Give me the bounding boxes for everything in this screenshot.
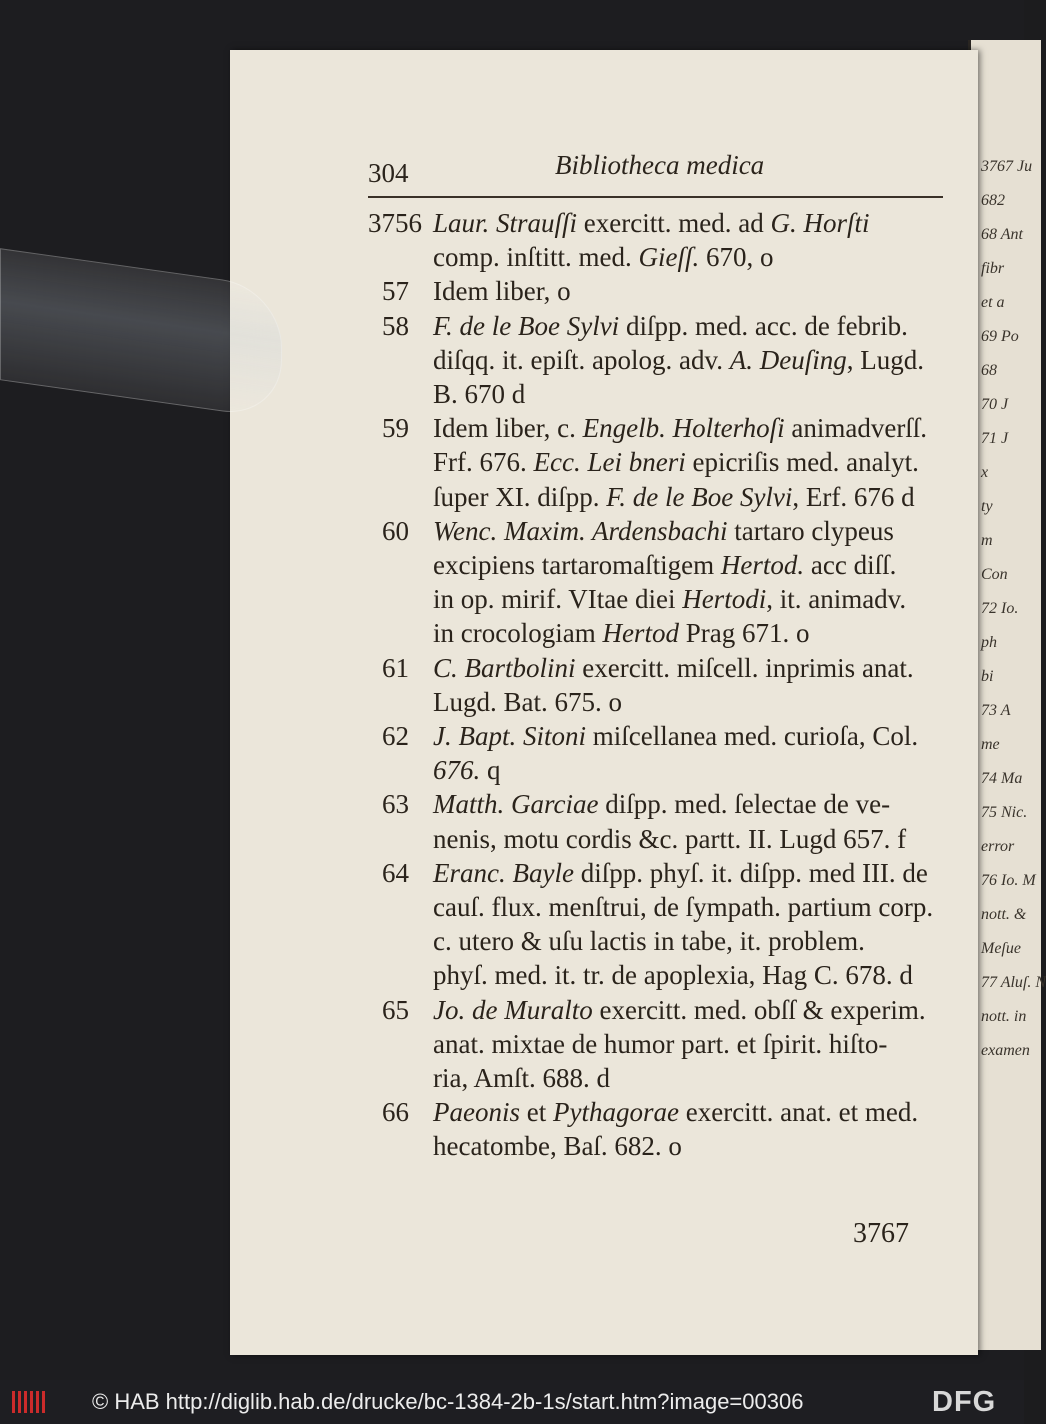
hab-logo-icon <box>12 1391 46 1413</box>
entry-text: exercitt. miſcell. inprimis anat. <box>575 652 914 683</box>
entry-text: miſcellanea med. curioſa, Col. <box>585 721 919 751</box>
entry-line <box>433 515 894 546</box>
entry-line <box>433 344 924 375</box>
author-name: Ecc. Lei bneri <box>533 447 686 478</box>
adjacent-page-fragment: examen <box>981 1042 1030 1059</box>
adjacent-page-fragment: 73 A <box>981 702 1011 719</box>
entry-text: diſpp. phyſ. it. diſpp. med III. de <box>573 857 928 888</box>
entry-text: hecatombe, Baſ. 682. o <box>433 1131 682 1162</box>
adjacent-page-fragment: 3767 Ju <box>981 158 1033 175</box>
adjacent-page-fragment: 682 <box>981 192 1005 209</box>
adjacent-page-fragment: 75 Nic. <box>981 804 1028 821</box>
entry-number: 60 <box>382 515 409 546</box>
entry-line <box>433 449 919 476</box>
entry-text: 670, o <box>699 242 774 273</box>
author-name: Pythagorae <box>553 1097 679 1128</box>
author-name: Hertodi <box>682 584 767 615</box>
entry-text: ſuper XI. diſpp. <box>433 481 607 512</box>
entry-line <box>433 278 571 305</box>
entry-number: 63 <box>382 789 409 820</box>
entry-text: diſqq. it. epiſt. apolog. adv. <box>433 344 730 375</box>
entry-line <box>433 857 928 888</box>
adjacent-page-fragment: 76 Io. M <box>981 872 1036 889</box>
page-number: 304 <box>368 158 409 188</box>
adjacent-page-fragment: ph <box>981 634 997 651</box>
footer-bar <box>0 1380 1024 1424</box>
author-name: F. de le Boe Sylvi <box>606 481 793 512</box>
author-name: C. Bartbolini <box>433 652 576 683</box>
entry-number: 64 <box>382 857 409 888</box>
entry-text: epicriſis med. analyt. <box>685 447 919 478</box>
entry-text: , Erf. 676 d <box>792 481 915 512</box>
entry-text: anat. mixtae de humor part. et ſpirit. hiſto- <box>433 1028 888 1059</box>
adjacent-page-fragment: Con <box>981 566 1008 583</box>
entry-text: phyſ. med. it. tr. de apoplexia, Hag C. 678. d <box>433 960 913 991</box>
entry-line <box>433 723 918 750</box>
entry-number: 3756 <box>368 208 422 238</box>
entry-text: nenis, motu cordis &c. partt. II. Lugd 657. f <box>433 823 907 854</box>
entry-number: 65 <box>382 994 409 1025</box>
entry-line <box>433 244 773 271</box>
entry-text: exercitt. med. ad <box>577 208 771 238</box>
entry-text: comp. inſtitt. med. <box>433 242 639 273</box>
author-name: J. Bapt. Sitoni <box>433 721 586 751</box>
author-name: A. Deuſing <box>729 344 847 375</box>
entry-line <box>433 1099 918 1126</box>
entry-line <box>433 481 915 512</box>
entry-line <box>433 823 907 854</box>
adjacent-page-fragment: 70 J <box>981 396 1009 413</box>
entry-number: 66 <box>382 1097 409 1128</box>
entry-text: Lugd. Bat. 675. o <box>433 686 622 717</box>
entry-number: 58 <box>382 310 409 341</box>
author-name: 676. <box>433 755 481 786</box>
author-name: Laur. Strauſſi <box>433 208 578 238</box>
entry-text: exercitt. anat. et med. <box>678 1097 919 1128</box>
entry-text: exercitt. med. obſſ & experim. <box>592 994 926 1025</box>
entry-text: tartaro clypeus <box>727 515 894 546</box>
author-name: F. de le Boe Sylvi <box>433 310 620 341</box>
adjacent-page-fragment: 68 <box>981 362 997 379</box>
entry-line <box>433 962 913 989</box>
entry-line <box>433 757 501 784</box>
adjacent-page-fragment: et a <box>981 294 1005 311</box>
entry-text: c. utero & uſu lactis in tabe, it. problem. <box>433 926 865 957</box>
entry-line <box>433 686 622 717</box>
entry-text: animadverſſ. <box>784 413 928 444</box>
adjacent-page-fragment: error <box>981 838 1015 855</box>
copyright-link[interactable]: © HAB http://diglib.hab.de/drucke/bc-1384-2b-1s/start.htm?image=00306 <box>92 1389 804 1414</box>
entry-line <box>433 310 908 341</box>
entry-number: 59 <box>382 413 409 444</box>
entry-line <box>433 210 869 237</box>
entry-number: 61 <box>382 652 409 683</box>
running-title: Bibliotheca medica <box>555 150 765 180</box>
entry-text: Frf. 676. <box>433 447 534 478</box>
adjacent-page-fragment: fibr <box>981 260 1005 277</box>
author-name: Hertod <box>602 618 679 649</box>
entry-line <box>433 620 809 647</box>
entry-line <box>433 652 914 683</box>
author-name: Wenc. Maxim. Ardensbachi <box>433 515 728 546</box>
entry-text: q <box>480 755 501 786</box>
adjacent-page-fragment: ty <box>981 498 993 515</box>
catchword: 3767 <box>853 1218 909 1249</box>
author-name: Paeonis <box>433 1097 520 1128</box>
adjacent-page-fragment: 69 Po <box>981 328 1019 345</box>
entry-number: 62 <box>382 721 409 751</box>
adjacent-page-fragment: bi <box>981 668 994 685</box>
entry-text: in op. mirif. VItae diei <box>433 584 683 615</box>
entry-text: excipiens tartaromaſtigem <box>433 550 721 580</box>
entry-text: cauſ. flux. menſtrui, de ſympath. partium corp. <box>433 892 934 922</box>
author-name: Engelb. Holterhoſi <box>582 413 785 444</box>
book-page <box>230 50 978 1355</box>
author-name: G. Horſti <box>770 208 870 238</box>
author-name: Gieſſ. <box>638 242 700 273</box>
adjacent-page-fragment: me <box>981 736 1000 753</box>
adjacent-page-fragment: nott. in <box>981 1008 1027 1025</box>
entry-line <box>433 381 525 408</box>
author-name: Jo. de Muralto <box>433 994 593 1025</box>
entry-text: in crocologiam <box>433 618 603 649</box>
adjacent-page-fragment: 72 Io. <box>981 600 1019 617</box>
entry-text: et <box>520 1097 553 1128</box>
entry-line <box>433 1133 682 1160</box>
entry-line <box>433 928 865 955</box>
entry-text: diſpp. med. acc. de febrib. <box>619 310 908 341</box>
entry-line <box>433 1065 610 1092</box>
entry-text: Prag 671. o <box>678 618 810 649</box>
author-name: Eranc. Bayle <box>433 857 574 888</box>
entry-line <box>433 994 926 1025</box>
entry-line <box>433 415 927 442</box>
entry-text: diſpp. med. ſelectae de ve- <box>598 789 891 820</box>
entry-text: Idem liber, o <box>433 276 571 307</box>
entry-line <box>433 552 896 579</box>
adjacent-page-fragment: m <box>981 532 993 549</box>
adjacent-page-fragment: 68 Ant <box>981 226 1023 243</box>
adjacent-page-fragment: 74 Ma <box>981 770 1023 787</box>
entry-line <box>433 586 906 613</box>
entry-text: , Lugd. <box>846 344 924 375</box>
entry-line <box>433 791 890 818</box>
entry-text: acc diſſ. <box>804 550 897 580</box>
entry-text: B. 670 d <box>433 379 526 409</box>
dfg-logo: DFG <box>932 1386 997 1418</box>
author-name: Matth. Garciae <box>433 789 599 820</box>
author-name: Hertod. <box>720 550 805 580</box>
entry-line <box>433 894 933 921</box>
adjacent-page-fragment: 71 J <box>981 430 1009 447</box>
adjacent-page-fragment: x <box>981 464 989 481</box>
entry-text: ria, Amſt. 688. d <box>433 1063 610 1093</box>
adjacent-page <box>968 40 1046 1350</box>
adjacent-page-fragment: nott. & <box>981 906 1027 923</box>
entry-text: , it. animadv. <box>766 584 907 615</box>
adjacent-page-fragment: Meſue <box>981 940 1021 957</box>
header-rule <box>368 196 943 198</box>
adjacent-page-fragment: 77 Aluſ. N <box>981 974 1046 991</box>
entry-number: 57 <box>382 276 409 307</box>
entry-line <box>433 1028 888 1059</box>
entry-text: Idem liber, c. <box>433 413 583 444</box>
